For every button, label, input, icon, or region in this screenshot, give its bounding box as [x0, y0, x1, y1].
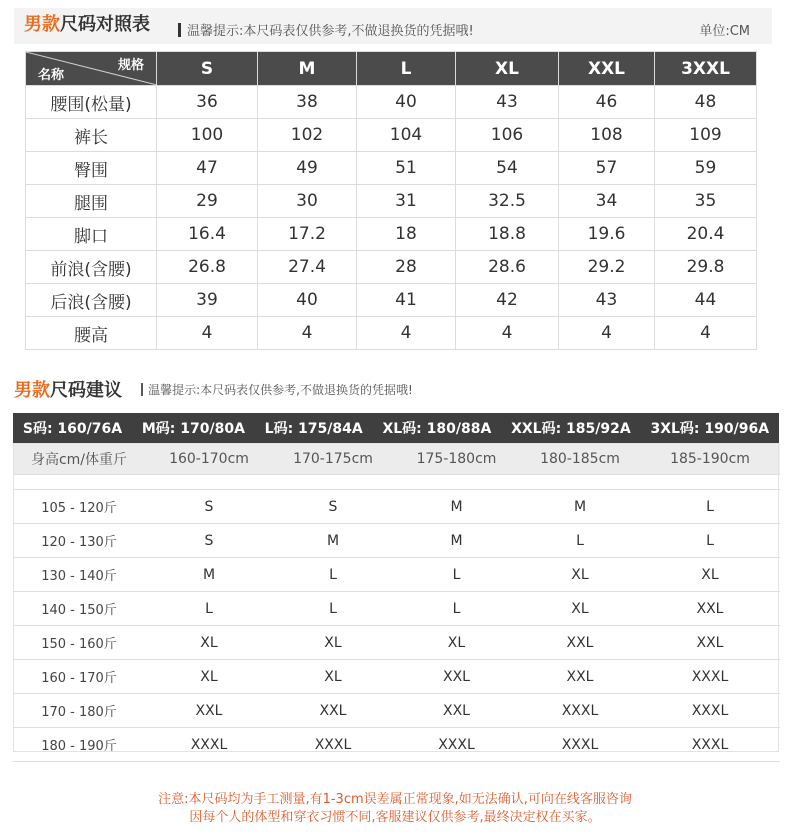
size-cell: XXXL	[145, 728, 273, 762]
size-cell: XXXL	[393, 728, 520, 762]
size-cell: L	[520, 524, 640, 558]
height-range: 170-175cm	[273, 443, 393, 475]
table-row	[26, 152, 757, 185]
measure-value: 100	[157, 119, 258, 152]
measure-name: 前浪(含腰)	[26, 251, 157, 284]
size-cell: XXXL	[520, 694, 640, 728]
size-cell: M	[145, 558, 273, 592]
footnote-line: 注意:本尺码均为手工测量,有1-3cm误差属正常现象,如无法确认,可向在线客服咨询	[158, 792, 632, 807]
size-cell: S	[145, 490, 273, 524]
section2-title	[14, 380, 122, 402]
size-cell: M	[393, 490, 520, 524]
size-cell: XXL	[640, 592, 780, 626]
measure-value: 4	[258, 317, 357, 350]
size-cell: L	[273, 558, 393, 592]
measure-value: 4	[456, 317, 559, 350]
size-code: L码: 175/84A	[264, 421, 363, 437]
measure-value: 19.6	[559, 218, 655, 251]
size-code: 3XL码: 190/96A	[650, 421, 770, 437]
measure-value: 47	[157, 152, 258, 185]
size-advice-table	[13, 443, 780, 762]
size-header: XL	[456, 52, 559, 86]
measure-value: 4	[559, 317, 655, 350]
measure-name: 脚口	[26, 218, 157, 251]
size-code: XL码: 180/88A	[382, 421, 492, 437]
table-row	[13, 660, 780, 694]
table-row	[26, 251, 757, 284]
measure-name: 臀围	[26, 152, 157, 185]
measure-value: 109	[655, 119, 757, 152]
measure-value: 18	[357, 218, 456, 251]
size-cell: XXL	[393, 694, 520, 728]
table-row	[13, 524, 780, 558]
size-cell: XL	[273, 626, 393, 660]
measure-value: 48	[655, 86, 757, 119]
measure-value: 27.4	[258, 251, 357, 284]
size-cell: L	[640, 490, 780, 524]
measure-value: 40	[258, 284, 357, 317]
size-header: XXL	[559, 52, 655, 86]
size-comparison-table	[25, 51, 757, 350]
tip-text	[141, 381, 413, 398]
title-main: 尺码对照表	[60, 14, 150, 35]
measure-value: 59	[655, 152, 757, 185]
table-row	[26, 317, 757, 350]
measure-value: 38	[258, 86, 357, 119]
size-cell: S	[273, 490, 393, 524]
size-cell: XXL	[520, 660, 640, 694]
size-chart-header	[14, 8, 772, 44]
measure-name: 裤长	[26, 119, 157, 152]
size-cell: XXXL	[273, 728, 393, 762]
size-cell: XXXL	[640, 660, 780, 694]
measure-value: 57	[559, 152, 655, 185]
size-cell: XL	[145, 626, 273, 660]
size-cell: XL	[393, 626, 520, 660]
measure-value: 42	[456, 284, 559, 317]
measure-value: 43	[559, 284, 655, 317]
size-cell: L	[273, 592, 393, 626]
unit-label: 单位:CM	[699, 24, 750, 39]
measure-value: 29.8	[655, 251, 757, 284]
weight-range: 140 - 150斤	[13, 592, 145, 626]
table-row	[26, 218, 757, 251]
section1-title	[24, 14, 150, 36]
size-code-band	[13, 413, 779, 443]
size-cell: M	[393, 524, 520, 558]
tip-divider	[178, 23, 181, 37]
measure-value: 44	[655, 284, 757, 317]
height-range: 180-185cm	[520, 443, 640, 475]
tip-label: 温馨提示:本尺码表仅供参考,不做退换货的凭据哦!	[187, 24, 474, 39]
size-cell: M	[520, 490, 640, 524]
height-weight-label: 身高cm/体重斤	[13, 443, 145, 475]
measure-value: 29	[157, 185, 258, 218]
size-cell: M	[273, 524, 393, 558]
height-range: 185-190cm	[640, 443, 780, 475]
size-cell: XXL	[520, 626, 640, 660]
weight-range: 105 - 120斤	[13, 490, 145, 524]
measure-name: 后浪(含腰)	[26, 284, 157, 317]
size-cell: L	[640, 524, 780, 558]
table-row	[13, 694, 780, 728]
size-cell: XXL	[393, 660, 520, 694]
size-cell: XXL	[273, 694, 393, 728]
size-header: M	[258, 52, 357, 86]
size-cell: XL	[520, 592, 640, 626]
tip-label: 温馨提示:本尺码表仅供参考,不做退换货的凭据哦!	[148, 383, 413, 397]
measure-value: 43	[456, 86, 559, 119]
size-code: XXL码: 185/92A	[511, 421, 631, 437]
measure-value: 36	[157, 86, 258, 119]
title-accent: 男款	[24, 14, 60, 35]
measure-value: 104	[357, 119, 456, 152]
size-cell: L	[393, 558, 520, 592]
table-row	[26, 185, 757, 218]
table-row	[26, 86, 757, 119]
tip-divider	[141, 383, 143, 396]
weight-range: 120 - 130斤	[13, 524, 145, 558]
measure-name: 腰围(松量)	[26, 86, 157, 119]
weight-range: 170 - 180斤	[13, 694, 145, 728]
size-cell: XXXL	[640, 728, 780, 762]
measure-name: 腿围	[26, 185, 157, 218]
measure-value: 28.6	[456, 251, 559, 284]
measure-value: 34	[559, 185, 655, 218]
measure-value: 16.4	[157, 218, 258, 251]
measure-value: 51	[357, 152, 456, 185]
height-range: 175-180cm	[393, 443, 520, 475]
measure-value: 4	[157, 317, 258, 350]
measure-value: 17.2	[258, 218, 357, 251]
table-header-row	[13, 443, 780, 475]
weight-range: 130 - 140斤	[13, 558, 145, 592]
size-cell: XL	[145, 660, 273, 694]
measure-value: 106	[456, 119, 559, 152]
measure-value: 4	[655, 317, 757, 350]
measure-value: 54	[456, 152, 559, 185]
measure-value: 30	[258, 185, 357, 218]
table-row	[13, 592, 780, 626]
size-code: M码: 170/80A	[141, 421, 245, 437]
weight-range: 180 - 190斤	[13, 728, 145, 762]
measure-value: 4	[357, 317, 456, 350]
table-row	[13, 490, 780, 524]
measure-name: 腰高	[26, 317, 157, 350]
size-cell: L	[393, 592, 520, 626]
title-main: 尺码建议	[50, 380, 122, 401]
table-row	[26, 119, 757, 152]
height-range: 160-170cm	[145, 443, 273, 475]
measure-value: 49	[258, 152, 357, 185]
measure-value: 31	[357, 185, 456, 218]
title-accent: 男款	[14, 380, 50, 401]
table-row	[13, 558, 780, 592]
measure-value: 39	[157, 284, 258, 317]
measure-value: 18.8	[456, 218, 559, 251]
footnote-line: 因每个人的体型和穿衣习惯不同,客服建议仅供参考,最终决定权在买家。	[189, 810, 601, 825]
table-row	[13, 728, 780, 762]
measure-value: 35	[655, 185, 757, 218]
size-cell: XXL	[640, 626, 780, 660]
weight-range: 150 - 160斤	[13, 626, 145, 660]
size-cell: XXXL	[640, 694, 780, 728]
measure-value: 29.2	[559, 251, 655, 284]
measure-value: 28	[357, 251, 456, 284]
corner-name-label: 名称	[38, 68, 65, 83]
measure-value: 46	[559, 86, 655, 119]
measure-value: 40	[357, 86, 456, 119]
measure-value: 26.8	[157, 251, 258, 284]
corner-header-cell	[26, 52, 157, 86]
tip-text	[178, 20, 474, 39]
size-header: 3XXL	[655, 52, 757, 86]
size-cell: S	[145, 524, 273, 558]
size-advice-header	[14, 380, 413, 402]
measure-value: 102	[258, 119, 357, 152]
size-header: L	[357, 52, 456, 86]
measure-value: 32.5	[456, 185, 559, 218]
size-cell: L	[145, 592, 273, 626]
measure-value: 108	[559, 119, 655, 152]
corner-spec-label: 规格	[117, 58, 144, 73]
size-cell: XXL	[145, 694, 273, 728]
size-header: S	[157, 52, 258, 86]
measure-value: 20.4	[655, 218, 757, 251]
measure-value: 41	[357, 284, 456, 317]
size-cell: XL	[520, 558, 640, 592]
weight-range: 160 - 170斤	[13, 660, 145, 694]
size-cell: XL	[273, 660, 393, 694]
table-row	[26, 284, 757, 317]
table-header-row	[26, 52, 757, 86]
size-cell: XXXL	[520, 728, 640, 762]
table-row	[13, 626, 780, 660]
size-cell: XL	[640, 558, 780, 592]
spacer-row	[13, 475, 780, 490]
size-code: S码: 160/76A	[22, 421, 123, 437]
